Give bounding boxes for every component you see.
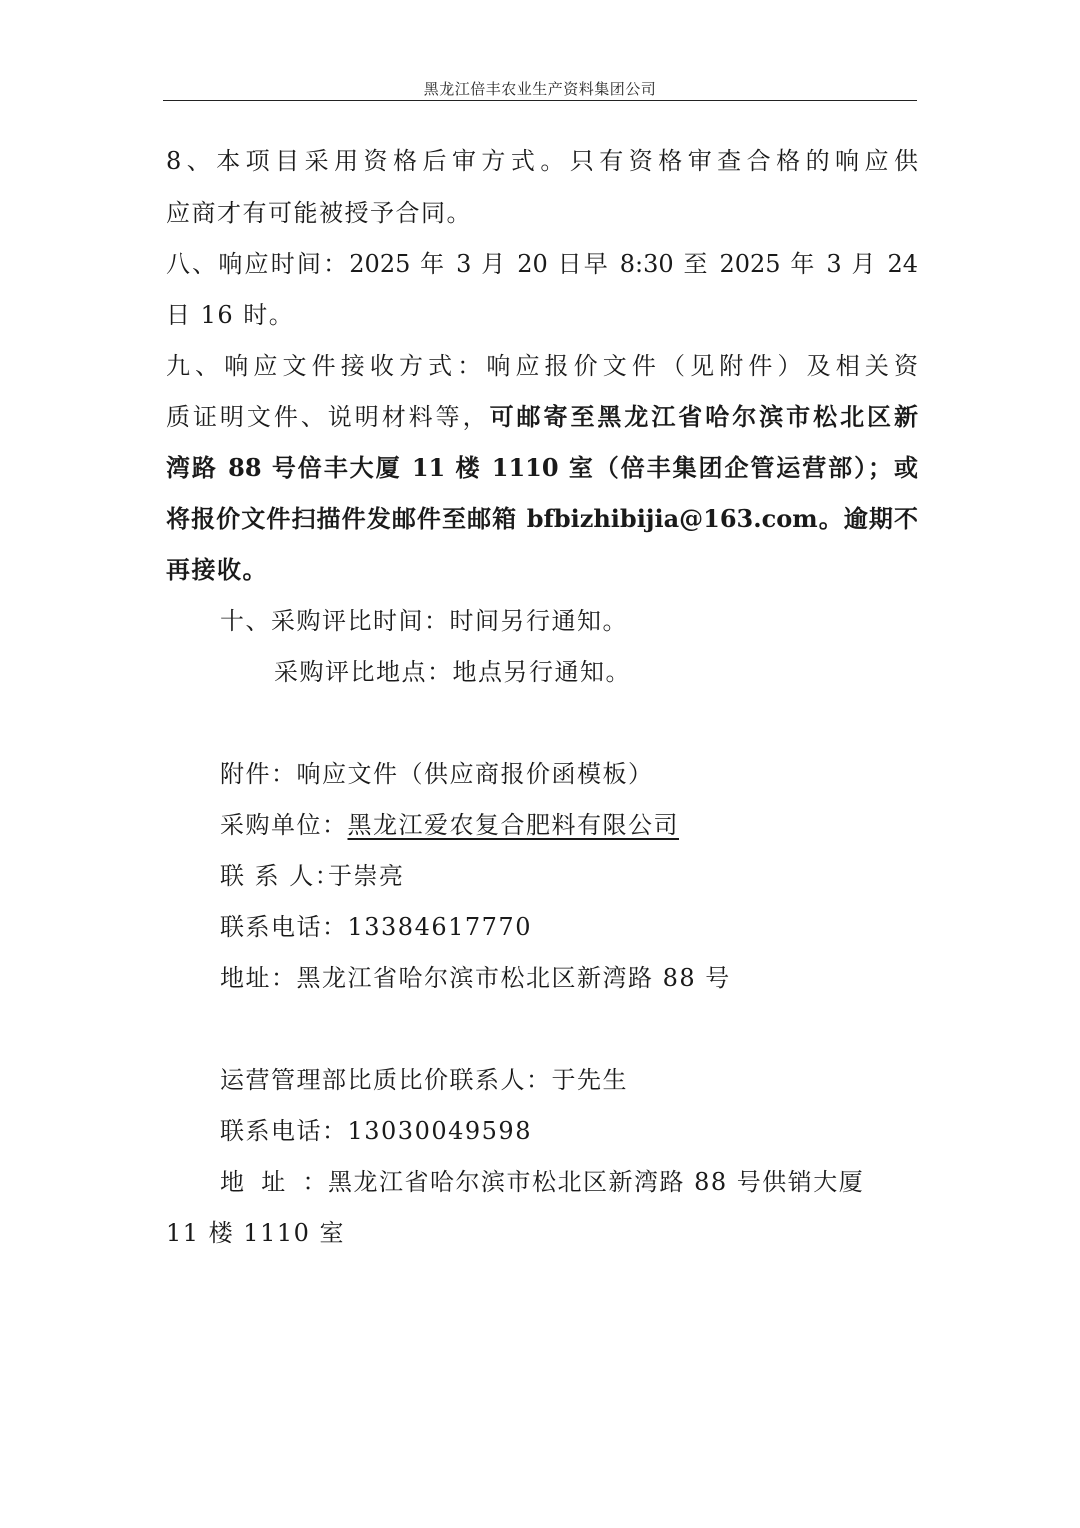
contact-label: 联 系 人： xyxy=(220,862,341,890)
phone2-value: 13030049598 xyxy=(347,1117,532,1145)
document-header: 黑龙江倍丰农业生产资料集团公司 xyxy=(423,80,657,98)
section8-line2: 日 16 时。 xyxy=(166,301,295,329)
address1-line xyxy=(220,963,731,993)
attachment-label: 附件： xyxy=(220,760,297,788)
phone2-label: 联系电话： xyxy=(220,1117,348,1145)
ops-contact-line xyxy=(220,1065,628,1095)
section9-line2-bold: 可邮寄至黑龙江省哈尔滨市松北区新 xyxy=(489,402,919,431)
ops-contact-value: 于先生 xyxy=(551,1066,628,1094)
address1-label: 地址： xyxy=(220,964,297,992)
contact-value: 于崇亮 xyxy=(328,862,405,890)
section9-line3: 湾路 88 号倍丰大厦 11 楼 1110 室（倍丰集团企管运营部）；或 xyxy=(166,453,918,482)
section9-line1: 九、响应文件接收方式：响应报价文件（见附件）及相关资 xyxy=(166,352,918,380)
address2-line1 xyxy=(220,1167,864,1197)
attachment-value: 响应文件（供应商报价函模板） xyxy=(296,760,654,788)
phone1-value: 13384617770 xyxy=(347,913,532,941)
purchaser-line xyxy=(220,810,679,840)
contact-line xyxy=(220,861,405,891)
phone1-line xyxy=(220,912,532,942)
item8-line1: 8、本项目采用资格后审方式。只有资格审查合格的响应供 xyxy=(166,147,918,175)
attachment-line xyxy=(220,759,654,789)
header-rule xyxy=(163,100,917,101)
purchaser-label: 采购单位： xyxy=(220,811,348,839)
phone2-line xyxy=(220,1116,532,1146)
section9-line5: 再接收。 xyxy=(166,555,268,584)
ops-contact-label: 运营管理部比质比价联系人： xyxy=(220,1066,552,1094)
address1-value: 黑龙江省哈尔滨市松北区新湾路 88 号 xyxy=(296,964,731,992)
purchaser-value: 黑龙江爱农复合肥料有限公司 xyxy=(347,811,679,839)
address2-value-line1: 黑龙江省哈尔滨市松北区新湾路 88 号供销大厦 xyxy=(328,1168,865,1196)
section10-line1: 十、采购评比时间：时间另行通知。 xyxy=(220,607,628,635)
section10-line2: 采购评比地点：地点另行通知。 xyxy=(274,658,631,686)
address2-line2: 11 楼 1110 室 xyxy=(166,1219,346,1247)
section9-line2 xyxy=(166,402,918,432)
section9-line4: 将报价文件扫描件发邮件至邮箱 bfbizhibijia@163.com。逾期不 xyxy=(166,504,918,533)
item8-line2: 应商才有可能被授予合同。 xyxy=(166,199,472,227)
phone1-label: 联系电话： xyxy=(220,913,348,941)
section9-line2-normal: 质证明文件、说明材料等， xyxy=(166,403,490,431)
section8-line1: 八、响应时间：2025 年 3 月 20 日早 8:30 至 2025 年 3 月 24 xyxy=(166,250,918,278)
address2-label: 地址： xyxy=(220,1168,328,1196)
